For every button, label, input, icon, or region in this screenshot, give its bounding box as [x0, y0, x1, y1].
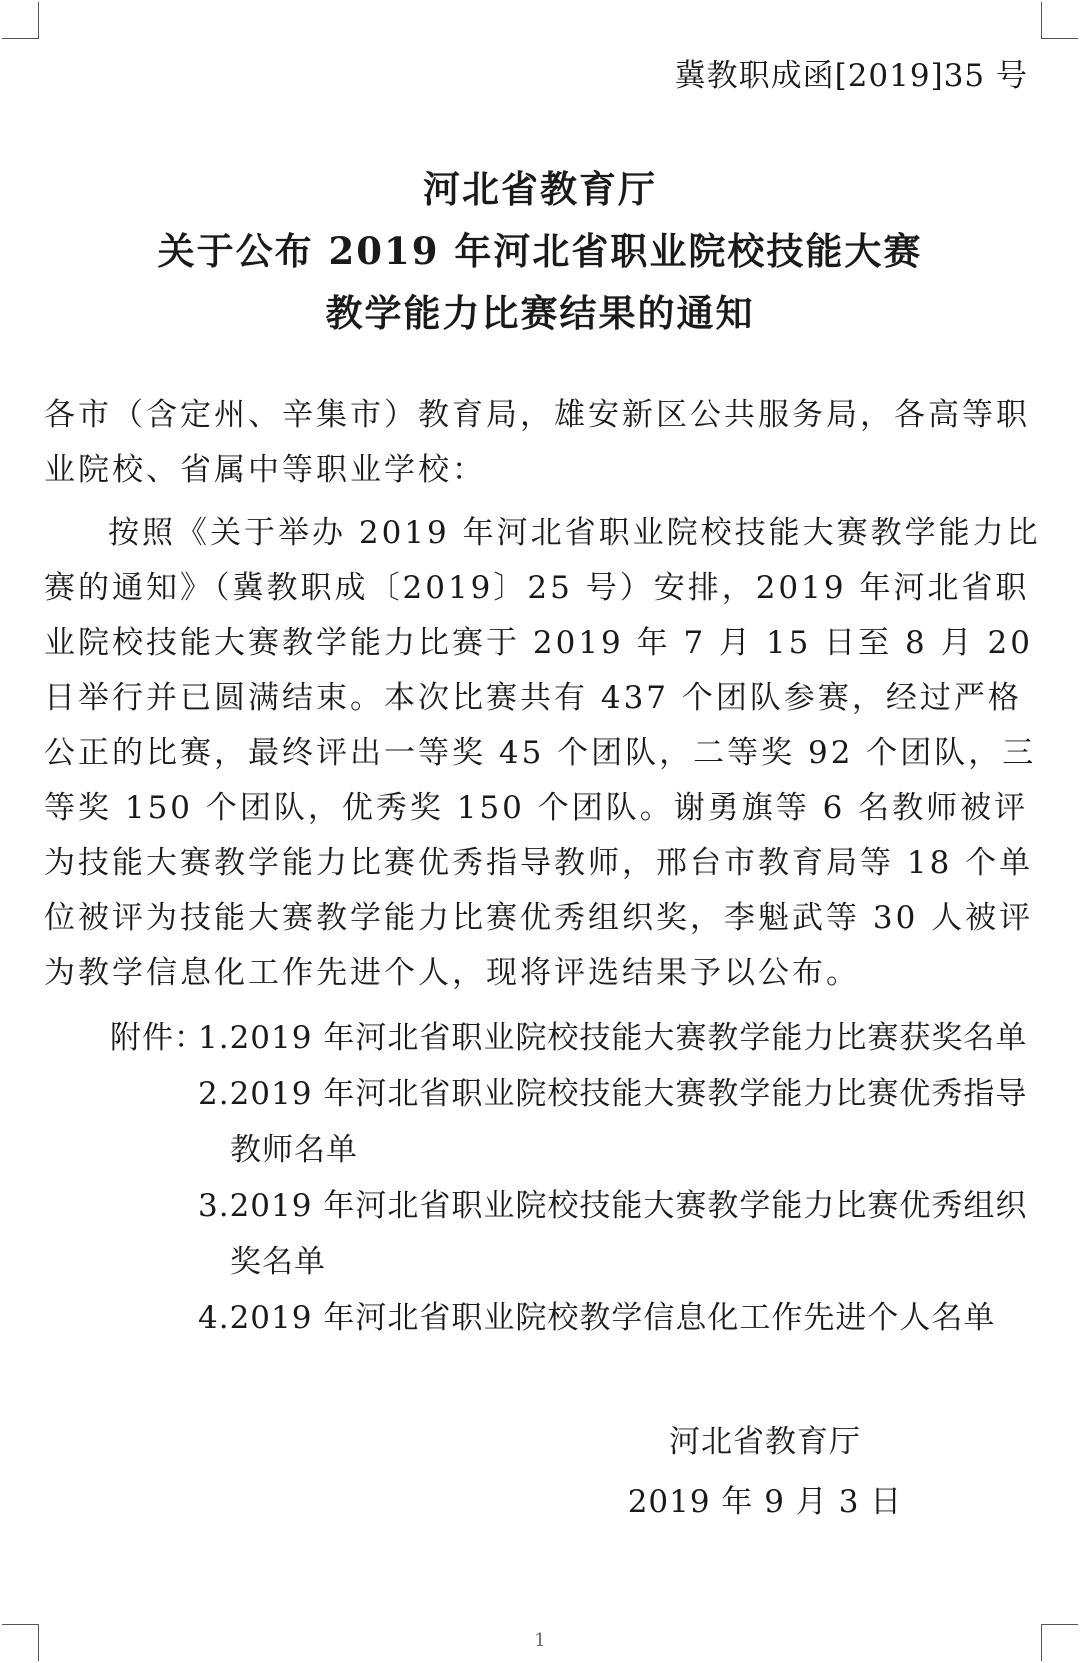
main-paragraph: 按照《关于举办 2019 年河北省职业院校技能大赛教学能力比赛的通知》（冀教职成〔2019〕25 号）安排，2019 年河北省职业院校技能大赛教学能力比赛于 2019 年 7 月 15 日至 8 月 20 日举行并已圆满结束。本次比赛共有 437 个团队参赛，经过严格公正的比赛，最终评出一等奖 45 个团队，二等奖 92 个团队，三等奖 150 个团队，优秀奖 150 个团队。谢勇旗等 6 名教师被评为技能大赛教学能力比赛优秀指导教师，邢台市教育局等 18 个单位被评为技能大赛教学能力比赛优秀组织奖，李魁武等 30 人被评为教学信息化工作先进个人，现将评选结果予以公布。	[44, 515, 1041, 991]
document-title	[0, 158, 1080, 344]
attachments-list	[110, 1010, 1050, 1346]
attachments-label: 附件：	[110, 1020, 206, 1056]
issuing-organization: 河北省教育厅	[669, 1424, 861, 1460]
attachment-item-1	[110, 1010, 1050, 1066]
attachment-item-2: 2.2019 年河北省职业院校技能大赛教学能力比赛优秀指导	[198, 1076, 1028, 1112]
signature-block	[600, 1412, 930, 1532]
issue-date: 2019 年 9 月 3 日	[627, 1484, 903, 1520]
title-line-1: 河北省教育厅	[423, 167, 657, 211]
attachment-item-1-text: 1.2019 年河北省职业院校技能大赛教学能力比赛获奖名单	[198, 1020, 1028, 1056]
document-body	[44, 388, 1044, 1001]
attachment-item-3: 3.2019 年河北省职业院校技能大赛教学能力比赛优秀组织	[198, 1188, 1028, 1224]
crop-mark-top-left	[2, 2, 39, 39]
title-line-2: 关于公布 2019 年河北省职业院校技能大赛	[157, 229, 923, 273]
document-number: 冀教职成函[2019]35 号	[674, 58, 1028, 94]
attachment-item-4: 4.2019 年河北省职业院校教学信息化工作先进个人名单	[198, 1300, 996, 1336]
attachment-item-2-continued: 教师名单	[230, 1132, 358, 1168]
crop-mark-top-right	[1041, 2, 1078, 39]
page-number: 1	[534, 1630, 546, 1651]
title-line-3: 教学能力比赛结果的通知	[325, 291, 755, 335]
addressee: 各市（含定州、辛集市）教育局，雄安新区公共服务局，各高等职业院校、省属中等职业学校：	[44, 397, 1030, 488]
attachment-item-3-continued: 奖名单	[230, 1244, 326, 1280]
